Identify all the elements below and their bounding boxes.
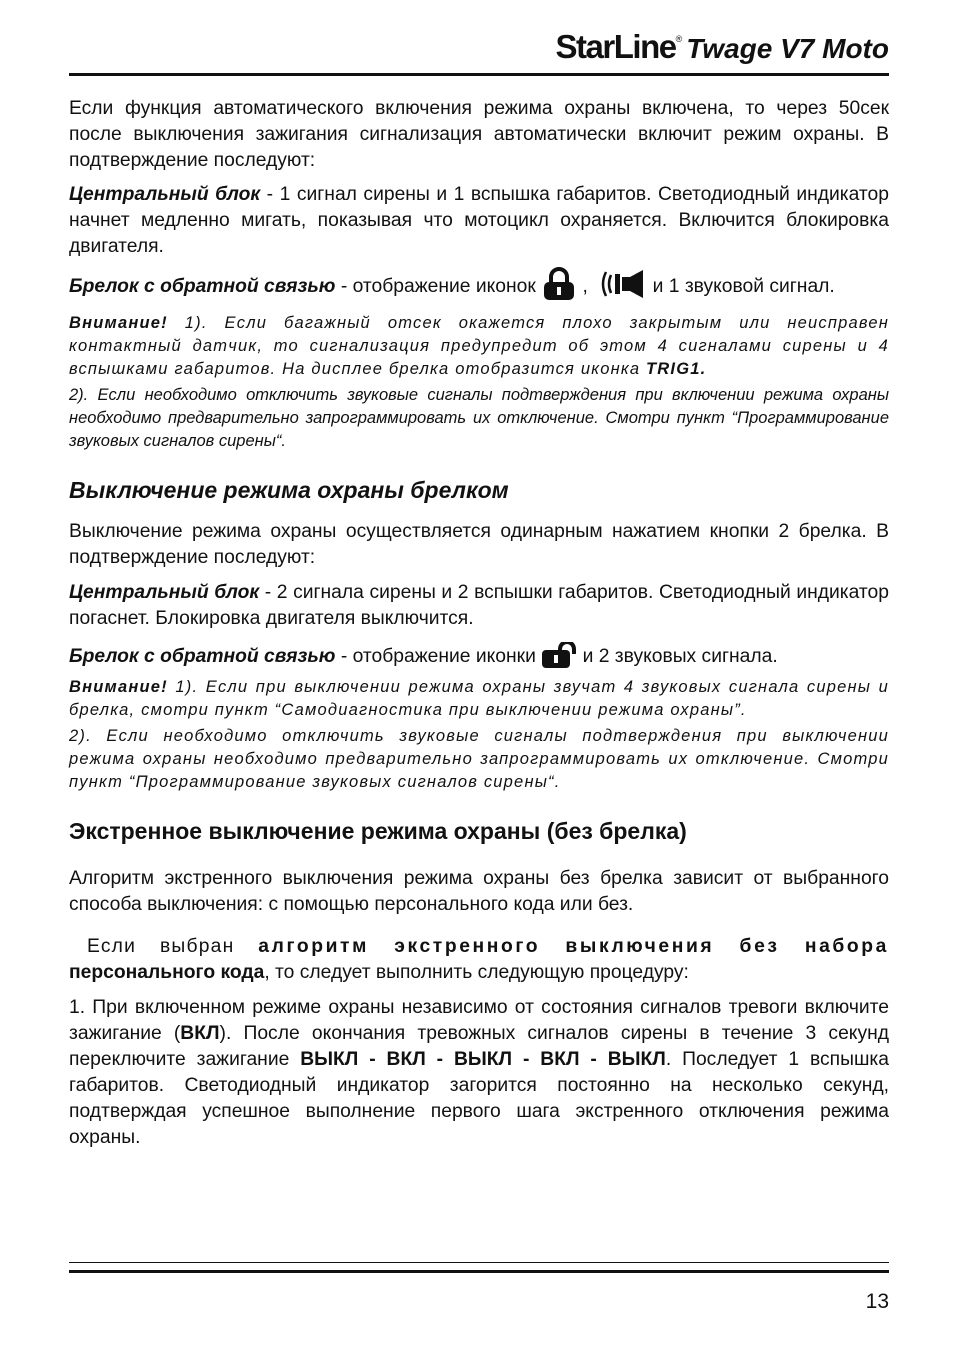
step-1-text-a: 1. При включенном режиме охраны независимо от состояния сигналов тревоги включите зажигание ( xyxy=(69,997,889,1045)
central-unit-text: - 1 сигнал сирены и 1 вспышка габаритов. Светодиодный индикатор начнет медленно мигать, показывая что мотоцикл охраняется. Включится блокировка двигателя. xyxy=(69,184,889,257)
step-1-on: ВКЛ xyxy=(180,1023,220,1045)
disarm-intro: Выключение режима охраны осуществляется одинарным нажатием кнопки 2 брелка. В подтверждение последуют: xyxy=(69,521,889,568)
manual-page xyxy=(69,0,889,1351)
brand-logo: StarLine xyxy=(555,28,676,65)
attention-label-2: Внимание! xyxy=(69,678,168,697)
step-1-text-e: . Последует 1 вспышка габаритов. Светодиодный индикатор загорится постоянно на несколько секунд, подтверждая успешное выполнение первого шага экстренного отключения режима охраны. xyxy=(69,1049,890,1149)
emergency-heading: Экстренное выключение режима охраны (без брелка) xyxy=(69,818,687,845)
central-unit-disarm-paragraph xyxy=(69,580,889,632)
disarm-note-2: 2). Если необходимо отключить звуковые сигналы подтверждения при выключении режима охраны необходимо предварительно запрограммировать их отключение. Смотри пункт “Программирование звуковых сигналов сирены“. xyxy=(69,727,889,792)
step-1-text-c: ). После окончания тревожных сигналов сирены в течение 3 секунд переключите зажигание xyxy=(69,1023,889,1071)
fob-text-before: - отображение иконок xyxy=(335,276,536,298)
algorithm-paragraph xyxy=(69,934,889,986)
disarm-note-1 xyxy=(69,676,889,722)
step-1-paragraph xyxy=(69,995,889,1151)
page-number: 13 xyxy=(865,1290,889,1313)
step-1-sequence: ВЫКЛ - ВКЛ - ВЫКЛ - ВКЛ - ВЫКЛ xyxy=(300,1049,666,1071)
central-unit-arm-paragraph xyxy=(69,182,889,260)
central-unit-text-2: - 2 сигнала сирены и 2 вспышки габаритов. Светодиодный индикатор погаснет. Блокировка двигателя выключится. xyxy=(69,582,889,629)
header-rule xyxy=(69,73,889,76)
algorithm-tail: , то следует выполнить следующую процедуру: xyxy=(264,962,689,984)
arm-note-1 xyxy=(69,312,889,381)
arm-note-1-text: 1). Если багажный отсек окажется плохо закрытым или неисправен контактный датчик, то сигнализация предупредит об этом 4 сигналами сирены и 4 вспышками габаритов. На дисплее брелка отобразится иконка xyxy=(69,314,889,378)
central-unit-label: Центральный блок xyxy=(69,184,261,205)
fob-arm-paragraph xyxy=(69,270,889,304)
fob-text-after: и 1 звуковой сигнал. xyxy=(647,276,835,298)
fob-label-2: Брелок с обратной связью xyxy=(69,646,336,668)
fob-text-after-2: и 2 звуковых сигнала. xyxy=(577,646,778,668)
fob-comma: , xyxy=(582,276,588,298)
attention-label: Внимание! xyxy=(69,314,168,332)
footer-rule-thin xyxy=(69,1262,889,1263)
page-header xyxy=(69,28,889,68)
algorithm-lead: Если выбран xyxy=(87,936,259,958)
arm-note-2: 2). Если необходимо отключить звуковые сигналы подтверждения при включении режима охраны необходимо предварительно запрограммировать их отключение. Смотри пункт “Программирование звуковых сигналов сирены“. xyxy=(69,386,889,450)
central-unit-label-2: Центральный блок xyxy=(69,582,260,603)
disarm-note-1-text: 1). Если при выключении режима охраны звучат 4 звуковых сигнала сирены и брелка, смотри пункт “Самодиагностика при выключении режима охраны”. xyxy=(69,678,889,720)
disarm-heading: Выключение режима охраны брелком xyxy=(69,477,509,503)
trig1-code: TRIG1. xyxy=(646,360,707,378)
page-content xyxy=(69,96,889,1151)
model-name: Twage V7 Moto xyxy=(686,33,889,64)
fob-label: Брелок с обратной связью xyxy=(69,276,336,298)
auto-arm-intro: Если функция автоматического включения режима охраны включена, то через 50сек после выключения зажигания сигнализация автоматически включит режим охраны. В подтверждение последуют: xyxy=(69,98,889,171)
lock-open-icon xyxy=(541,642,577,668)
algorithm-bold-2: персонального кода xyxy=(69,962,265,984)
fob-text-before-2: - отображение иконки xyxy=(335,646,536,668)
algorithm-bold-1: алгоритм экстренного выключения без набора xyxy=(258,936,889,958)
footer-rule-thick xyxy=(69,1270,889,1273)
emergency-intro: Алгоритм экстренного выключения режима охраны без брелка зависит от выбранного способа выключения: с помощью персонального кода или без. xyxy=(69,868,889,916)
lock-closed-icon xyxy=(541,267,577,301)
fob-disarm-paragraph xyxy=(69,644,889,670)
registered-mark: ® xyxy=(675,34,683,44)
siren-sound-icon xyxy=(599,268,647,300)
